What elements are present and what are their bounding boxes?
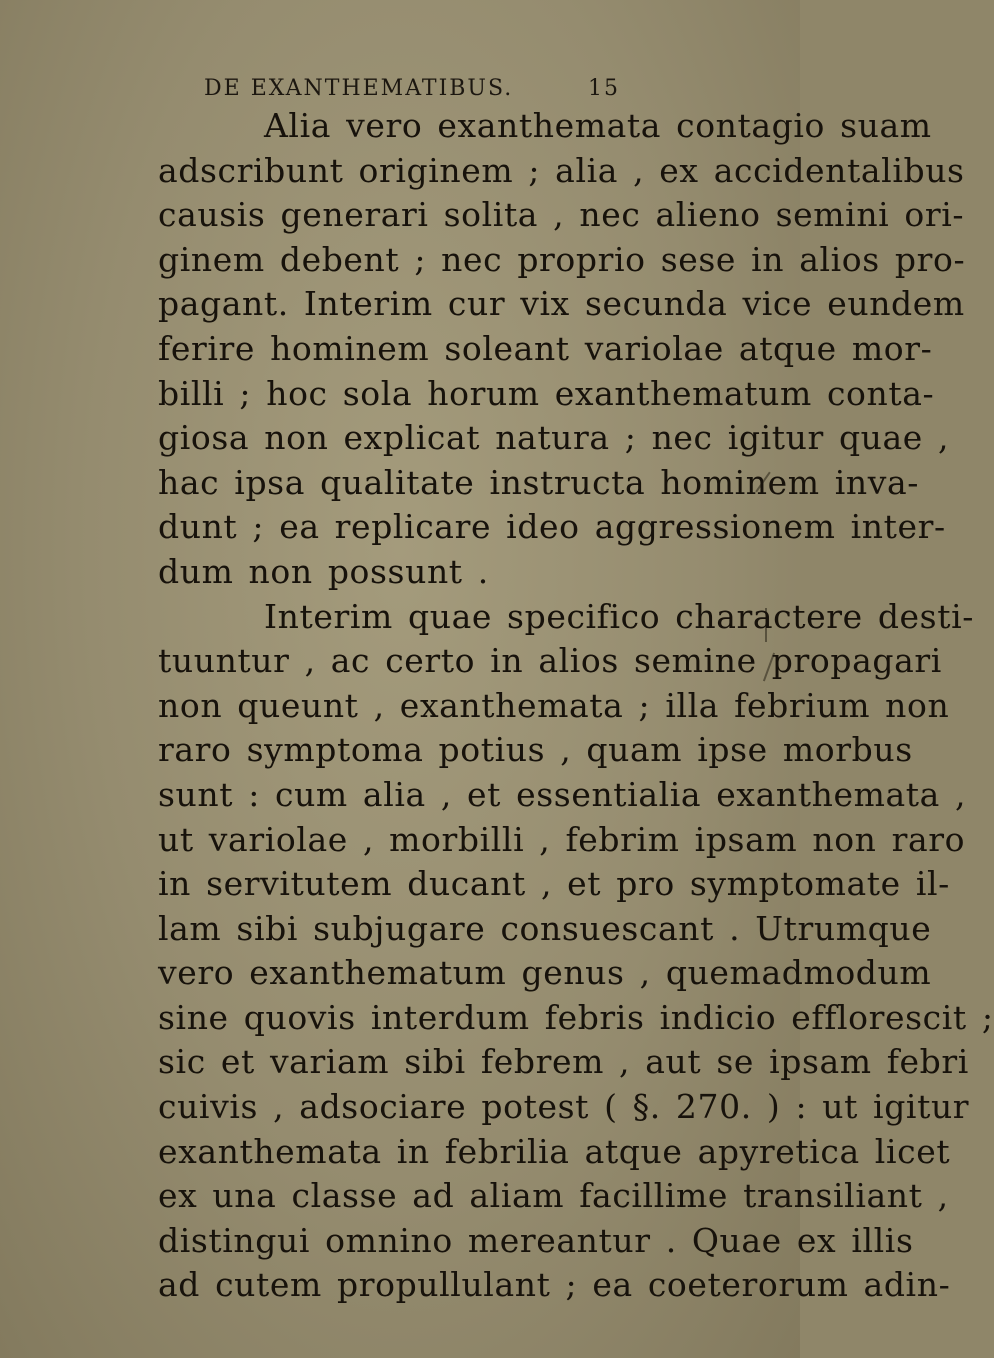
text-line: ferire hominem soleant variolae atque mor- [158,328,933,368]
text-line: lam sibi subjugare consuescant . Utrumque [158,908,932,948]
text-line: ut variolae , morbilli , febrim ipsam non raro [158,819,966,859]
text-line: Alia vero exanthemata contagio suam [264,106,932,145]
text-line: dum non possunt . [158,551,489,591]
text-line: distingui omnino mereantur . Quae ex illis [158,1220,914,1260]
text-line: exanthemata in febrilia atque apyretica licet [158,1131,951,1171]
text-line: vero exanthematum genus , quemadmodum [158,953,932,993]
running-head [204,76,624,106]
text-line: pagant. Interim cur vix secunda vice eundem [158,284,965,324]
running-head-title: DE EXANTHEMATIBUS. [204,76,514,101]
text-line: raro symptoma potius , quam ipse morbus [158,730,913,770]
text-line: in servitutem ducant , et pro symptomate il- [158,864,950,904]
text-line: Interim quae specifico charactere desti- [264,596,974,636]
text-line: billi ; hoc sola horum exanthematum conta- [158,373,935,413]
text-line: ad cutem propullulant ; ea coeterorum adin- [158,1265,951,1305]
text-line: cuivis , adsociare potest ( §. 270. ) : ut igitur [158,1087,970,1127]
text-line: ginem debent ; nec proprio sese in alios pro- [158,239,966,279]
text-line: ex una classe ad aliam facillime transiliant , [158,1176,949,1216]
text-line: adscribunt originem ; alia , ex accidentalibus [158,150,965,190]
text-line: giosa non explicat natura ; nec igitur quae , [158,418,950,458]
text-line: hac ipsa qualitate instructa hominem inva- [158,462,919,502]
text-line: dunt ; ea replicare ideo aggressionem inter- [158,507,946,547]
page-number: 15 [588,76,620,101]
text-line: sine quovis interdum febris indicio efflorescit ; [158,997,994,1037]
text-line: non queunt , exanthemata ; illa febrium non [158,685,950,725]
text-line: sic et variam sibi febrem , aut se ipsam febri [158,1042,969,1082]
text-line: tuuntur , ac certo in alios semine propagari [158,641,942,681]
text-line: sunt : cum alia , et essentialia exanthemata , [158,774,967,814]
body-text [158,104,994,1308]
text-line: causis generari solita , nec alieno semini ori- [158,195,965,235]
